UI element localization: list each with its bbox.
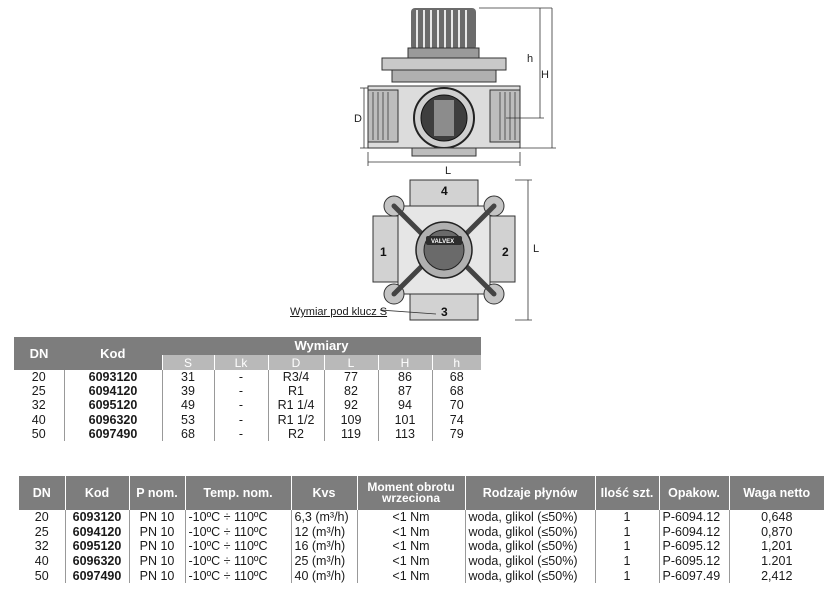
table-cell: P-6095.12 <box>659 539 729 554</box>
col-header-pnom: P nom. <box>129 476 185 510</box>
table-cell: - <box>214 413 268 427</box>
table-cell: -10ºC ÷ 110ºC <box>185 568 291 583</box>
col-header-fluids: Rodzaje płynów <box>465 476 595 510</box>
table-cell: 101 <box>378 413 432 427</box>
table-cell: 70 <box>432 398 481 412</box>
table-cell: - <box>214 384 268 398</box>
table-cell: 6093120 <box>65 510 129 525</box>
table-cell: 68 <box>432 370 481 384</box>
col-header-wymiary: Wymiary <box>162 337 481 355</box>
col-header-moment-line2: wrzeciona <box>381 491 441 505</box>
table-cell: 20 <box>34 510 49 525</box>
table-cell: 16 (m³/h) <box>291 539 357 554</box>
table-cell: 74 <box>432 413 481 427</box>
table-cell: 1 <box>595 510 659 525</box>
table-cell: <1 Nm <box>357 539 465 554</box>
table-cell: 1.201 <box>729 554 824 569</box>
table-cell: -10ºC ÷ 110ºC <box>185 525 291 540</box>
col-header-moment-line1: Moment obrotu <box>367 480 455 494</box>
valve-side-view <box>354 8 556 177</box>
table-cell: -10ºC ÷ 110ºC <box>185 554 291 569</box>
table-cell: - <box>214 370 268 384</box>
table-cell: R3/4 <box>268 370 324 384</box>
table-cell: 77 <box>324 370 378 384</box>
table-cell: 32 <box>31 398 46 413</box>
table-cell: woda, glikol (≤50%) <box>465 554 595 569</box>
table-row <box>14 413 481 427</box>
table-cell: 1 <box>595 525 659 540</box>
table-row <box>19 568 824 583</box>
dim-D-label: D <box>354 113 362 125</box>
table-cell: P-6097.49 <box>659 568 729 583</box>
table-cell: 82 <box>324 384 378 398</box>
table-cell: 109 <box>324 413 378 427</box>
col-header-kvs: Kvs <box>291 476 357 510</box>
table-cell: 39 <box>162 384 214 398</box>
table-cell: 50 <box>34 568 49 583</box>
table-cell: 6096320 <box>64 413 162 427</box>
table-cell: R1 1/4 <box>268 398 324 412</box>
port-1-label: 1 <box>380 245 387 259</box>
col-header-kod: Kod <box>64 337 162 370</box>
table-cell: <1 Nm <box>357 525 465 540</box>
table-cell: -10ºC ÷ 110ºC <box>185 510 291 525</box>
table-cell: 6097490 <box>65 568 129 583</box>
table-cell: R2 <box>268 427 324 441</box>
table-cell: 0,870 <box>729 525 824 540</box>
table-cell: 1,201 <box>729 539 824 554</box>
wrench-size-caption: Wymiar pod klucz S <box>290 306 388 318</box>
table-row <box>19 554 824 569</box>
table-cell: 87 <box>378 384 432 398</box>
technical-data-table <box>19 476 824 583</box>
table-cell: PN 10 <box>129 568 185 583</box>
table-cell: woda, glikol (≤50%) <box>465 568 595 583</box>
table-cell: <1 Nm <box>357 510 465 525</box>
table-cell: 53 <box>162 413 214 427</box>
table-cell: 50 <box>31 426 46 441</box>
col-header-moment <box>357 476 465 510</box>
table-row <box>14 370 481 384</box>
dim-h-label: h <box>527 53 534 65</box>
col-header-l: L <box>324 355 378 370</box>
table-cell: 31 <box>162 370 214 384</box>
table-row <box>19 539 824 554</box>
table-cell: 6097490 <box>64 427 162 441</box>
table-cell: PN 10 <box>129 554 185 569</box>
col-header-temp: Temp. nom. <box>185 476 291 510</box>
table-cell: P-6094.12 <box>659 525 729 540</box>
col-header-lk: Lk <box>214 355 268 370</box>
table-cell: - <box>214 427 268 441</box>
table-cell: <1 Nm <box>357 554 465 569</box>
table-cell: PN 10 <box>129 539 185 554</box>
port-4-label: 4 <box>441 184 448 198</box>
col-header-h-upper: H <box>378 355 432 370</box>
col-header-dn: DN <box>14 337 64 370</box>
table-cell: 1 <box>595 539 659 554</box>
table-cell: 68 <box>432 384 481 398</box>
table-cell: PN 10 <box>129 510 185 525</box>
port-3-label: 3 <box>441 305 448 319</box>
table-cell: 40 (m³/h) <box>291 568 357 583</box>
table-cell: 2,412 <box>729 568 824 583</box>
table-cell: 40 <box>31 412 46 427</box>
table-cell: 86 <box>378 370 432 384</box>
table-cell: 6094120 <box>64 384 162 398</box>
dim-L-label-side: L <box>533 243 540 255</box>
col-header-weight: Waga netto <box>729 476 824 510</box>
table-cell: 79 <box>432 427 481 441</box>
table-cell: 94 <box>378 398 432 412</box>
table-cell: 92 <box>324 398 378 412</box>
table-cell: 25 (m³/h) <box>291 554 357 569</box>
table-cell: 25 <box>34 524 49 539</box>
table-cell: 1 <box>595 554 659 569</box>
table-cell: 113 <box>378 427 432 441</box>
table-row <box>14 427 481 441</box>
table-cell: <1 Nm <box>357 568 465 583</box>
table-cell: 6,3 (m³/h) <box>291 510 357 525</box>
table-cell: woda, glikol (≤50%) <box>465 510 595 525</box>
table-cell: 6096320 <box>65 554 129 569</box>
table-cell: 6095120 <box>64 398 162 412</box>
dim-H-label: H <box>541 69 549 81</box>
table-cell: 6093120 <box>64 370 162 384</box>
table-cell: PN 10 <box>129 525 185 540</box>
table-cell: 68 <box>162 427 214 441</box>
col-header-h-lower: h <box>432 355 481 370</box>
table-cell: 32 <box>34 539 49 554</box>
table-row <box>14 398 481 412</box>
table-cell: P-6095.12 <box>659 554 729 569</box>
table-cell: 6095120 <box>65 539 129 554</box>
col-header-d: D <box>268 355 324 370</box>
table-cell: R1 <box>268 384 324 398</box>
table-cell: 40 <box>34 554 49 569</box>
dimensions-table <box>14 337 481 441</box>
table-cell: woda, glikol (≤50%) <box>465 539 595 554</box>
table-cell: -10ºC ÷ 110ºC <box>185 539 291 554</box>
table-cell: woda, glikol (≤50%) <box>465 525 595 540</box>
valve-top-view <box>373 180 539 320</box>
table-cell: - <box>214 398 268 412</box>
col-header-kod: Kod <box>65 476 129 510</box>
valve-logo: VALVEX <box>431 239 455 245</box>
table-cell: 20 <box>31 370 46 385</box>
col-header-s: S <box>162 355 214 370</box>
table-cell: 0,648 <box>729 510 824 525</box>
table-cell: R1 1/2 <box>268 413 324 427</box>
table-cell: 49 <box>162 398 214 412</box>
table-cell: 12 (m³/h) <box>291 525 357 540</box>
table-row <box>14 384 481 398</box>
table-cell: 119 <box>324 427 378 441</box>
port-2-label: 2 <box>502 245 509 259</box>
table-cell: P-6094.12 <box>659 510 729 525</box>
table-row <box>19 510 824 525</box>
table-cell: 6094120 <box>65 525 129 540</box>
table-cell: 1 <box>595 568 659 583</box>
table-row <box>19 525 824 540</box>
table-cell: 25 <box>31 384 46 399</box>
dim-L-label-top: L <box>445 165 452 177</box>
col-header-package: Opakow. <box>659 476 729 510</box>
col-header-qty: Ilość szt. <box>595 476 659 510</box>
col-header-dn: DN <box>19 476 65 510</box>
